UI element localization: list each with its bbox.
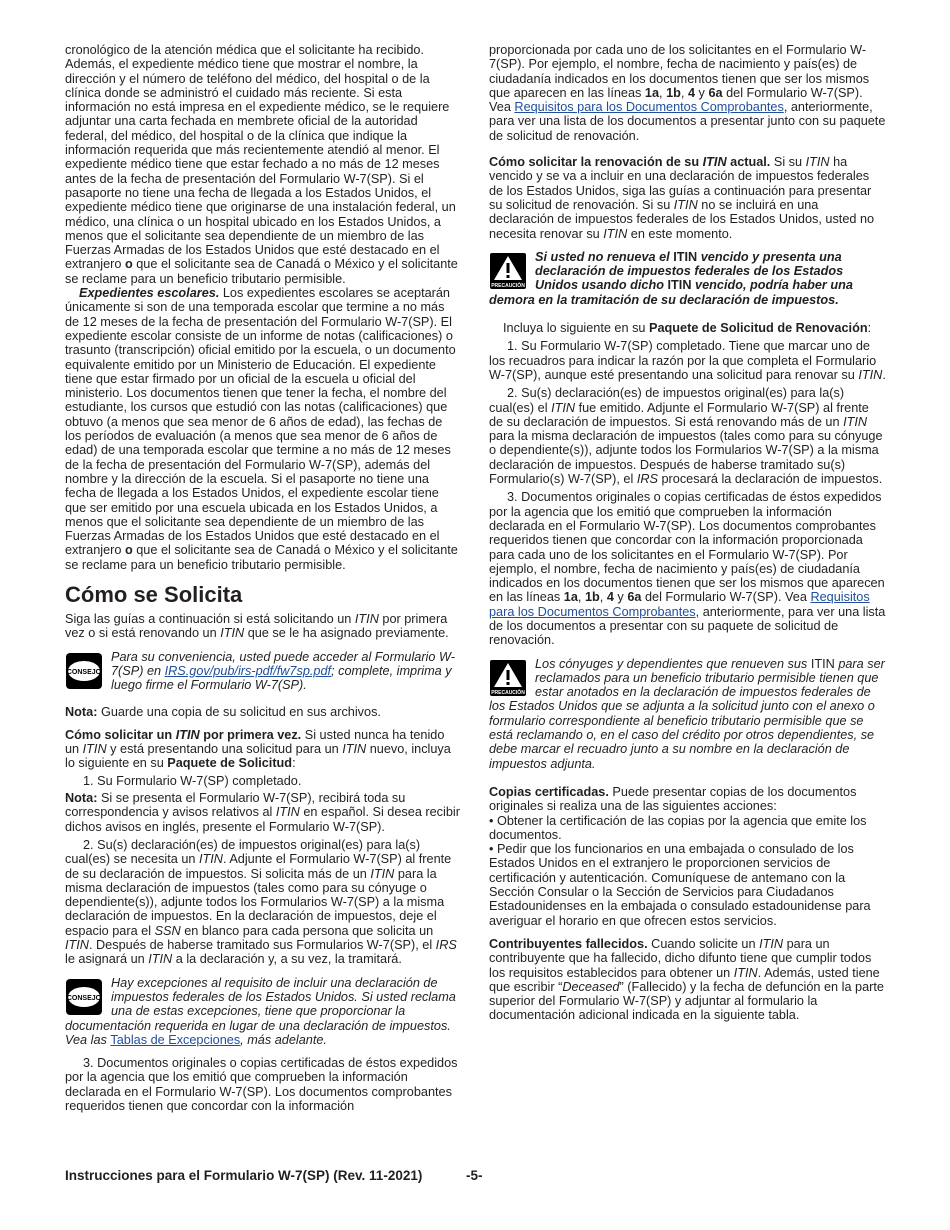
bullet-item: • Obtener la certificación de las copias por la agencia que emite los documentos.	[489, 813, 867, 842]
tip-text: Para su conveniencia, usted puede acceder al Formulario W-7(SP) en IRS.gov/pub/irs-pdf/fw7sp.pdf; complete, imprima y luego firme el Formulario W-7(SP).	[111, 649, 455, 693]
caution-text: Si usted no renueva el ITIN vencido y presenta una declaración de impuestos federales de los Estados Unidos usando dicho ITIN vencido, podría haber una demora en la tramitación de su declaración de impuestos.	[489, 249, 853, 307]
supporting-docs-link[interactable]: Requisitos para los Documentos Comprobantes	[514, 100, 784, 115]
svg-text:CONSEJO: CONSEJO	[66, 994, 102, 1002]
caution-text: Los cónyuges y dependientes que renueven sus ITIN para ser reclamados para un beneficio tributario permisible tienen que estar anotados en la declaración de impuestos federales de los Estados Unidos que se adjunta a la solicitud junto con el anexo o formulario correspondiente al beneficio tributario permisible que se está reclamando o, en el caso del crédito por otros dependientes, se debe marcar el recuadro junto a su nombre en la declaración de impuestos adjunta.	[489, 656, 885, 771]
consejo-icon	[65, 652, 103, 690]
first-time-paragraph: Cómo solicitar un ITIN por primera vez. Si usted nunca ha tenido un ITIN y está presentando una solicitud para un ITIN nuevo, incluya lo siguiente en su Paquete de Solicitud:	[65, 727, 451, 771]
left-column	[65, 43, 462, 1113]
documents-continuation-paragraph: proporcionada por cada uno de los solicitantes en el Formulario W-7(SP). Por ejemplo, el nombre, fecha de nacimiento y país(es) de ciudadanía indicados en los documentos tienen que ser los mismos que aparecen en las líneas 1a, 1b, 4 y 6a del Formulario W-7(SP). Vea Requisitos para los Documentos Comprobantes, anteriormente, para ver una lista de los documentos a presentar junto con su paquete de solicitud de renovación.	[489, 43, 886, 143]
svg-text:PRECAUCIÓN: PRECAUCIÓN	[491, 282, 525, 289]
tip-text: Hay excepciones al requisito de incluir una declaración de impuestos federales de los Estados Unidos. Si usted reclama una de estas excepciones, tiene que proporcionar la documentación requerida en lugar de una declaración de impuestos. Vea las Tablas de Excepciones, más adelante.	[65, 975, 456, 1047]
bullet-item: • Pedir que los funcionarios en una embajada o consulado de los Estados Unidos en el extranjero le proporcionen servicios de certificación y autenticación. Comuníquese de antemano con la Sección Consular o la Sección de Servicios para Ciudadanos Estadounidenses en la embajada o consulado estadounidense para averiguar el horario en que ofrecen estos servicios.	[489, 842, 871, 928]
list-item: 2. Su(s) declaración(es) de impuestos original(es) para la(s) cual(es) el ITIN fue emitido. Adjunte el Formulario W-7(SP) al frente de su declaración de impuestos. Si está renovando más de un ITIN para la misma declaración de impuestos (tales como para su cónyuge o dependiente(s)), adjunte todos los Formularios W-7(SP) a la misma declaración de impuestos. Después de haberse tramitado su(s) Formulario(s) W-7(SP), el IRS procesará la declaración de impuestos.	[489, 386, 883, 487]
caution-icon	[489, 252, 527, 290]
note-paragraph: Nota: Si se presenta el Formulario W-7(SP), recibirá toda su correspondencia y avisos relativos al ITIN en español. Si desea recibir dichos avisos en inglés, presente el Formulario W-7(SP).	[65, 791, 460, 834]
tip-callout	[65, 976, 462, 1047]
renewal-package-intro: Incluya lo siguiente en su Paquete de Solicitud de Renovación:	[503, 321, 872, 336]
form-pdf-link[interactable]: IRS.gov/pub/irs-pdf/fw7sp.pdf	[164, 663, 332, 678]
list-item: 1. Su Formulario W-7(SP) completado. Tiene que marcar uno de los recuadros para indicar la razón por la que completa el Formulario W-7(SP), aunque esté presentando una solicitud para renovar su ITIN.	[489, 339, 886, 382]
svg-text:PRECAUCIÓN: PRECAUCIÓN	[491, 689, 525, 696]
renewal-paragraph: Cómo solicitar la renovación de su ITIN actual. Si su ITIN ha vencido y se va a incluir en una declaración de impuestos federales de los Estados Unidos, siga las guías a continuación para presentar su solicitud de renovación. Si su ITIN no se incluirá en una declaración de impuestos federales de los Estados Unidos, usted no necesita renovar su ITIN en este momento.	[489, 155, 875, 241]
page-number: -5-	[466, 1168, 483, 1183]
school-records-paragraph: Expedientes escolares. Los expedientes escolares se aceptarán únicamente si son de una temporada escolar que termine a no más de 12 meses de la fecha de presentación del Formulario W-7(SP). El expediente escolar consiste de un informe de notas (calificaciones) o trasunto (transcripción) oficial emitido por la escuela, o un documento equivalente emitido por un Ministerio de Educación. El expediente tiene que estar firmado por un oficial de la escuela u oficial del ministerio. Los documentos tienen que tener la fecha, el nombre del estudiante, los cursos que estudió con las notas (calificaciones) que obtuvo (a menos que sea menor de 6 años de edad), las fechas de los períodos de evaluación (a menos que sea menor de 6 años de edad) de una temporada escolar que termine a no más de 12 meses de la fecha de presentación del Formulario W-7(SP), además del nombre y la dirección de la escuela. Si el pasaporte no tiene una fecha de llegada a los Estados Unidos, el expediente escolar tiene que ser emitido por una escuela ubicada en los Estados Unidos, a menos que el solicitante sea dependiente de un miembro de las Fuerzas Armadas de los Estados Unidos que esté destacado en el extranjero o que el solicitante sea de Canadá o México y el solicitante se reclame para un beneficio tributario permisible.	[65, 286, 458, 572]
consejo-icon	[65, 978, 103, 1016]
list-item: 3. Documentos originales o copias certificadas de éstos expedidos por la agencia que los emitió que comprueben la información declarada en el Formulario W-7(SP). Los documentos comprobantes requeridos tienen que concordar con la información	[65, 1056, 458, 1113]
page-footer-title: Instrucciones para el Formulario W-7(SP) (Rev. 11-2021)	[65, 1168, 423, 1183]
note-paragraph: Nota: Guarde una copia de su solicitud en sus archivos.	[65, 704, 381, 719]
list-item: 2. Su(s) declaración(es) de impuestos original(es) para la(s) cual(es) se necesita un ITIN. Adjunte el Formulario W-7(SP) al frente de su declaración de impuestos. Si solicita más de un ITIN para la misma declaración de impuestos (tales como para su cónyuge o dependiente(s)), adjunte todos los Formularios W-7(SP) a la misma declaración de impuestos. En la declaración de impuestos, deje el espacio para el SSN en blanco para cada persona que solicita un ITIN. Después de haberse tramitado sus Formularios W-7(SP), el IRS le asignará un ITIN a la declaración y, a su vez, la tramitará.	[65, 837, 457, 967]
caution-callout	[489, 657, 886, 771]
svg-text:CONSEJO: CONSEJO	[66, 668, 102, 676]
certified-copies-paragraph: Copias certificadas. Puede presentar copias de los documentos originales si realiza una de las siguientes acciones:	[489, 784, 857, 814]
caution-callout	[489, 250, 886, 307]
supporting-docs-link[interactable]: Requisitos para los Documentos Comprobantes	[489, 590, 870, 619]
exceptions-tables-link[interactable]: Tablas de Excepciones	[110, 1032, 241, 1047]
tip-callout	[65, 650, 462, 696]
section-heading: Cómo se Solicita	[65, 581, 243, 607]
list-item: 1. Su Formulario W-7(SP) completado.	[83, 773, 302, 788]
medical-records-paragraph: cronológico de la atención médica que el solicitante ha recibido. Además, el expediente médico tiene que mostrar el nombre, la dirección y el número de teléfono del médico, del hospital o de la clínica donde se administró el cuidado más reciente. Si esta información no está impresa en el expediente médico, se le requiere adjuntar una carta fechada en membrete oficial de la autoridad federal, del médico, del hospital o de la clínica que indique la información requerida que más recientemente atendió al menor. El expediente médico tiene que estar fechado a no más de 12 meses antes de la fecha de presentación del Formulario W-7(SP). Si el pasaporte no tiene una fecha de llegada a los Estados Unidos, el expediente médico tiene que originarse de una instalación federal, un médico, una clínica o un hospital ubicado en los Estados Unidos, a menos que el solicitante sea dependiente de un miembro de las Fuerzas Armadas de los Estados Unidos que esté destacado en el extranjero o que el solicitante sea de Canadá o México y el solicitante se reclame para un beneficio tributario permisible.	[65, 43, 458, 286]
intro-paragraph: Siga las guías a continuación si está solicitando un ITIN por primera vez o si está renovando un ITIN que se le ha asignado previamente.	[65, 611, 449, 641]
right-column	[489, 43, 886, 1023]
caution-icon	[489, 659, 527, 697]
deceased-paragraph: Contribuyentes fallecidos. Cuando solicite un ITIN para un contribuyente que ha fallecido, dicho difunto tiene que cumplir todos los requisitos establecidos para obtener un ITIN. Además, usted tiene que escribir “Deceased” (Fallecido) y la fecha de defunción en la parte superior del Formulario W-7(SP) y adjuntar al formulario la documentación adicional indicada en la siguiente tabla.	[489, 936, 884, 1023]
list-item: 3. Documentos originales o copias certificadas de éstos expedidos por la agencia que los emitió que comprueben la información declarada en el Formulario W-7(SP). Los documentos comprobantes requeridos tienen que concordar con la información proporcionada para cada uno de los solicitantes en el Formulario W-7(SP). Por ejemplo, el nombre, fecha de nacimiento y país(es) de ciudadanía indicados en los documentos tienen que ser los mismos que aparecen en las líneas 1a, 1b, 4 y 6a del Formulario W-7(SP). Vea Requisitos para los Documentos Comprobantes, anteriormente, para ver una lista de los documentos a presentar con su paquete de solicitud de renovación.	[489, 490, 886, 648]
